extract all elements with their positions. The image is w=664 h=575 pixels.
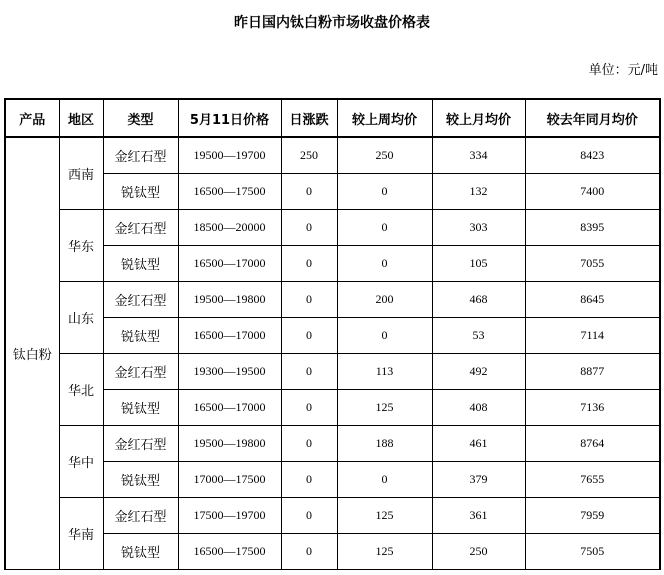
month-change-cell: 379 bbox=[432, 462, 525, 498]
year-change-cell: 8423 bbox=[525, 137, 660, 174]
year-change-cell: 8395 bbox=[525, 210, 660, 246]
month-change-cell: 105 bbox=[432, 246, 525, 282]
month-change-cell: 361 bbox=[432, 498, 525, 534]
header-cell: 日涨跌 bbox=[281, 99, 337, 137]
month-change-cell: 303 bbox=[432, 210, 525, 246]
price-cell: 19500—19800 bbox=[178, 426, 281, 462]
month-change-cell: 468 bbox=[432, 282, 525, 318]
daily-change-cell: 0 bbox=[281, 354, 337, 390]
week-change-cell: 125 bbox=[337, 390, 432, 426]
table-row bbox=[5, 174, 660, 210]
region-cell: 山东 bbox=[59, 282, 103, 354]
price-cell: 17500—19700 bbox=[178, 498, 281, 534]
month-change-cell: 492 bbox=[432, 354, 525, 390]
daily-change-cell: 0 bbox=[281, 210, 337, 246]
month-change-cell: 250 bbox=[432, 534, 525, 570]
week-change-cell: 0 bbox=[337, 462, 432, 498]
year-change-cell: 7136 bbox=[525, 390, 660, 426]
price-cell: 16500—17000 bbox=[178, 390, 281, 426]
region-cell: 西南 bbox=[59, 137, 103, 210]
year-change-cell: 7655 bbox=[525, 462, 660, 498]
type-cell: 金红石型 bbox=[103, 282, 178, 318]
header-cell: 5月11日价格 bbox=[178, 99, 281, 137]
table-row bbox=[5, 246, 660, 282]
type-cell: 金红石型 bbox=[103, 137, 178, 174]
type-cell: 锐钛型 bbox=[103, 390, 178, 426]
price-cell: 16500—17500 bbox=[178, 534, 281, 570]
price-cell: 16500—17000 bbox=[178, 246, 281, 282]
region-cell: 华中 bbox=[59, 426, 103, 498]
week-change-cell: 125 bbox=[337, 498, 432, 534]
type-cell: 锐钛型 bbox=[103, 246, 178, 282]
region-cell: 华北 bbox=[59, 354, 103, 426]
year-change-cell: 7055 bbox=[525, 246, 660, 282]
table-row bbox=[5, 534, 660, 570]
table-row bbox=[5, 354, 660, 390]
year-change-cell: 8764 bbox=[525, 426, 660, 462]
week-change-cell: 0 bbox=[337, 318, 432, 354]
header-cell: 类型 bbox=[103, 99, 178, 137]
header-cell: 较去年同月均价 bbox=[525, 99, 660, 137]
week-change-cell: 200 bbox=[337, 282, 432, 318]
price-cell: 17000—17500 bbox=[178, 462, 281, 498]
year-change-cell: 7959 bbox=[525, 498, 660, 534]
table-row bbox=[5, 318, 660, 354]
type-cell: 金红石型 bbox=[103, 498, 178, 534]
week-change-cell: 0 bbox=[337, 246, 432, 282]
header-row bbox=[5, 99, 660, 137]
month-change-cell: 334 bbox=[432, 137, 525, 174]
month-change-cell: 132 bbox=[432, 174, 525, 210]
year-change-cell: 7114 bbox=[525, 318, 660, 354]
daily-change-cell: 0 bbox=[281, 390, 337, 426]
week-change-cell: 0 bbox=[337, 210, 432, 246]
table-row bbox=[5, 390, 660, 426]
week-change-cell: 125 bbox=[337, 534, 432, 570]
type-cell: 锐钛型 bbox=[103, 534, 178, 570]
month-change-cell: 408 bbox=[432, 390, 525, 426]
header-cell: 较上周均价 bbox=[337, 99, 432, 137]
daily-change-cell: 0 bbox=[281, 426, 337, 462]
table-row bbox=[5, 462, 660, 498]
year-change-cell: 7400 bbox=[525, 174, 660, 210]
product-cell: 钛白粉 bbox=[5, 137, 59, 570]
month-change-cell: 461 bbox=[432, 426, 525, 462]
month-change-cell: 53 bbox=[432, 318, 525, 354]
type-cell: 金红石型 bbox=[103, 210, 178, 246]
price-cell: 18500—20000 bbox=[178, 210, 281, 246]
price-cell: 19500—19800 bbox=[178, 282, 281, 318]
table-row bbox=[5, 282, 660, 318]
type-cell: 锐钛型 bbox=[103, 174, 178, 210]
price-table bbox=[4, 98, 661, 570]
table-row bbox=[5, 137, 660, 174]
week-change-cell: 0 bbox=[337, 174, 432, 210]
daily-change-cell: 0 bbox=[281, 462, 337, 498]
price-cell: 16500—17000 bbox=[178, 318, 281, 354]
header-cell: 较上月均价 bbox=[432, 99, 525, 137]
type-cell: 锐钛型 bbox=[103, 462, 178, 498]
price-cell: 19300—19500 bbox=[178, 354, 281, 390]
type-cell: 金红石型 bbox=[103, 426, 178, 462]
unit-label: 单位：元/吨 bbox=[588, 63, 658, 78]
header-cell: 地区 bbox=[59, 99, 103, 137]
year-change-cell: 7505 bbox=[525, 534, 660, 570]
type-cell: 金红石型 bbox=[103, 354, 178, 390]
week-change-cell: 188 bbox=[337, 426, 432, 462]
daily-change-cell: 0 bbox=[281, 498, 337, 534]
price-cell: 16500—17500 bbox=[178, 174, 281, 210]
type-cell: 锐钛型 bbox=[103, 318, 178, 354]
daily-change-cell: 0 bbox=[281, 246, 337, 282]
year-change-cell: 8877 bbox=[525, 354, 660, 390]
daily-change-cell: 0 bbox=[281, 534, 337, 570]
week-change-cell: 113 bbox=[337, 354, 432, 390]
daily-change-cell: 0 bbox=[281, 318, 337, 354]
daily-change-cell: 0 bbox=[281, 282, 337, 318]
price-cell: 19500—19700 bbox=[178, 137, 281, 174]
table-row bbox=[5, 426, 660, 462]
header-cell: 产品 bbox=[5, 99, 59, 137]
daily-change-cell: 250 bbox=[281, 137, 337, 174]
table-title: 昨日国内钛白粉市场收盘价格表 bbox=[234, 15, 430, 31]
table-row bbox=[5, 498, 660, 534]
table-row bbox=[5, 210, 660, 246]
region-cell: 华南 bbox=[59, 498, 103, 570]
daily-change-cell: 0 bbox=[281, 174, 337, 210]
region-cell: 华东 bbox=[59, 210, 103, 282]
year-change-cell: 8645 bbox=[525, 282, 660, 318]
week-change-cell: 250 bbox=[337, 137, 432, 174]
